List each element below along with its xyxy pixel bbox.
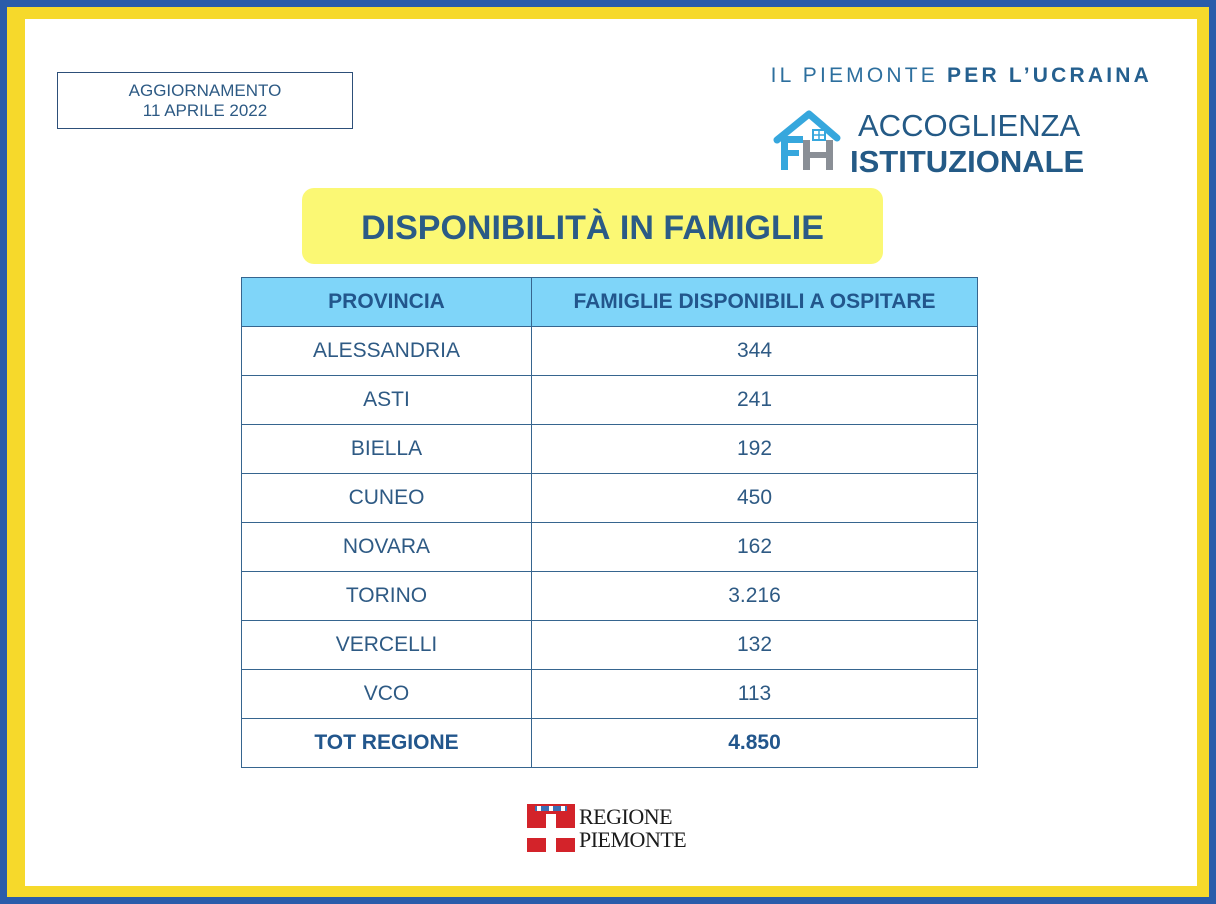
table-row xyxy=(242,327,978,376)
families-cell: 132 xyxy=(532,621,978,670)
update-date-box xyxy=(57,72,353,129)
brand-tagline xyxy=(771,64,1152,88)
table-row xyxy=(242,376,978,425)
province-cell: VERCELLI xyxy=(242,621,532,670)
province-cell: CUNEO xyxy=(242,474,532,523)
logo-line-accoglienza: ACCOGLIENZA xyxy=(858,108,1081,143)
province-cell: NOVARA xyxy=(242,523,532,572)
families-cell: 113 xyxy=(532,670,978,719)
province-cell: TORINO xyxy=(242,572,532,621)
house-fh-icon xyxy=(773,110,841,172)
brand-prefix: IL PIEMONTE xyxy=(770,64,948,87)
regione-piemonte-logo xyxy=(527,804,691,852)
piemonte-flag-icon xyxy=(527,804,575,852)
table-row xyxy=(242,572,978,621)
footer-line-piemonte: PIEMONTE xyxy=(579,827,687,852)
families-cell: 344 xyxy=(532,327,978,376)
column-header-famiglie: FAMIGLIE DISPONIBILI A OSPITARE xyxy=(532,278,978,327)
update-date: 11 APRILE 2022 xyxy=(142,101,268,120)
column-header-provincia: PROVINCIA xyxy=(242,278,532,327)
brand-emphasis: PER L’UCRAINA xyxy=(947,64,1152,87)
families-table xyxy=(241,277,978,768)
families-cell: 450 xyxy=(532,474,978,523)
total-value-cell: 4.850 xyxy=(532,719,978,768)
accoglienza-logo-text xyxy=(850,108,1084,180)
families-cell: 3.216 xyxy=(532,572,978,621)
regione-piemonte-text xyxy=(579,805,686,851)
page-title: DISPONIBILITÀ IN FAMIGLIE xyxy=(302,188,883,264)
table-row xyxy=(242,523,978,572)
families-cell: 241 xyxy=(532,376,978,425)
province-cell: VCO xyxy=(242,670,532,719)
families-cell: 162 xyxy=(532,523,978,572)
province-cell: ASTI xyxy=(242,376,532,425)
families-cell: 192 xyxy=(532,425,978,474)
update-label: AGGIORNAMENTO xyxy=(128,81,282,100)
province-cell: BIELLA xyxy=(242,425,532,474)
province-cell: ALESSANDRIA xyxy=(242,327,532,376)
table-row xyxy=(242,474,978,523)
table-row xyxy=(242,621,978,670)
footer-line-regione: REGIONE xyxy=(579,804,673,829)
table-header-row xyxy=(242,278,978,327)
logo-line-istituzionale: ISTITUZIONALE xyxy=(850,144,1085,179)
table-row xyxy=(242,670,978,719)
table-row xyxy=(242,425,978,474)
total-label-cell: TOT REGIONE xyxy=(242,719,532,768)
table-total-row xyxy=(242,719,978,768)
